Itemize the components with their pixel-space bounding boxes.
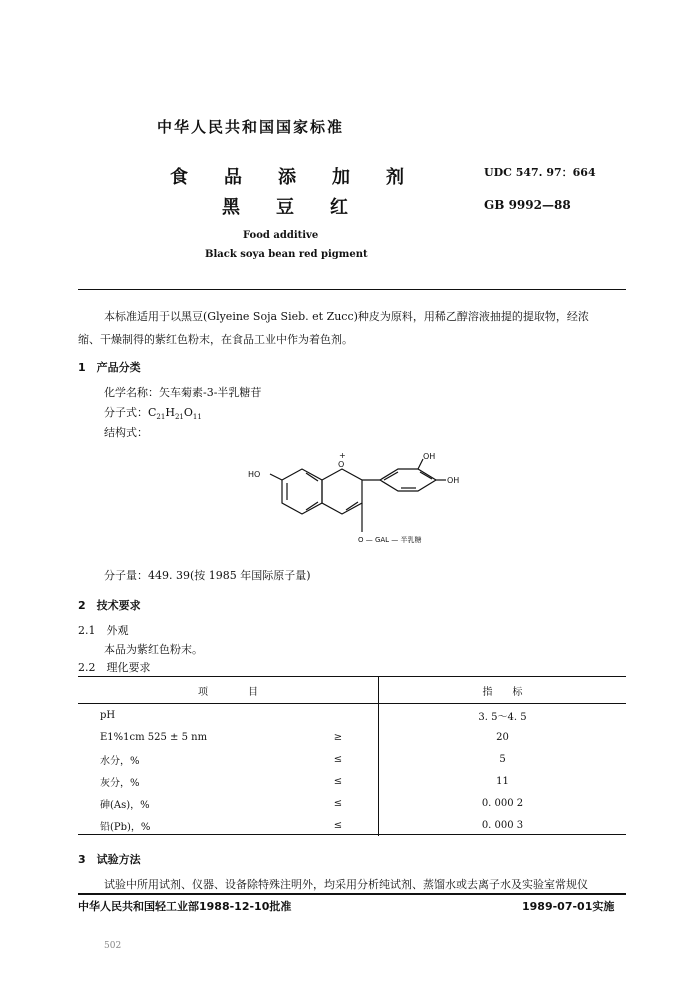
- row-relation: ≤: [333, 797, 343, 809]
- row-item: 水分，%: [100, 755, 140, 767]
- benzene-ring-left: [282, 469, 322, 514]
- formula-o: O: [183, 406, 193, 419]
- substituent-label: O — GAL — 半乳糖: [358, 536, 422, 544]
- section2-2-heading: 2.2 理化要求: [78, 661, 151, 674]
- formula-c-sub: 21: [156, 413, 166, 422]
- english-title-line1: Food additive: [243, 230, 319, 241]
- english-title-line2: Black soya bean red pigment: [205, 249, 368, 260]
- appearance-text: 本品为紫红色粉末。: [104, 643, 203, 656]
- row-relation: ≤: [333, 775, 343, 787]
- pyrylium-ring: [322, 469, 362, 514]
- row-value: 5: [379, 748, 627, 770]
- implementation-line: 1989-07-01实施: [522, 900, 615, 913]
- intro-line2: 缩、干燥制得的紫红色粉末，在食品工业中作为着色剂。: [78, 333, 353, 346]
- approval-line: 中华人民共和国轻工业部1988-12-10批准: [78, 900, 292, 913]
- title-food-additive: 食 品 添 加 剂: [170, 167, 404, 188]
- section3-text: 试验中所用试剂、仪器、设备除特殊注明外，均采用分析纯试剂、蒸馏水或去离子水及实验室常规仪: [104, 878, 588, 891]
- formula-o-sub: 11: [192, 413, 202, 422]
- row-item: 灰分，%: [100, 777, 140, 789]
- table-bottom-rule: [78, 834, 626, 835]
- row-value: 11: [379, 770, 627, 792]
- table-row: [78, 792, 626, 814]
- row-value: 3. 5～4. 5: [379, 704, 627, 727]
- oh-right-label: OH: [447, 476, 460, 485]
- header-rule: [78, 289, 626, 290]
- formula-h-sub: 21: [174, 413, 184, 422]
- section3-heading: 3 试验方法: [78, 853, 141, 866]
- row-item: 砷(As)，%: [100, 799, 150, 811]
- chemical-name: 化学名称：矢车菊素-3-半乳糖苷: [104, 386, 262, 399]
- row-value: 20: [379, 726, 627, 748]
- title-black-bean-red: 黑 豆 红: [222, 197, 348, 218]
- row-relation: ≤: [333, 753, 343, 765]
- oh-top-label: OH: [423, 452, 436, 461]
- specification-table: [78, 677, 626, 836]
- table-row: [78, 726, 626, 748]
- section2-heading: 2 技术要求: [78, 599, 141, 612]
- row-value: 0. 000 3: [379, 814, 627, 836]
- molecular-weight: 分子量：449. 39(按 1985 年国际原子量): [104, 569, 311, 582]
- header-value: 指 标: [379, 677, 627, 704]
- formula-prefix: 分子式：: [104, 406, 148, 419]
- table-row: [78, 814, 626, 836]
- row-item: 铅(Pb)，%: [100, 821, 151, 833]
- row-relation: [298, 704, 379, 727]
- intro-line1: 本标准适用于以黑豆(Glyeine Soja Sieb. et Zucc)种皮为原料，用稀乙醇溶液抽提的提取物，经浓: [104, 310, 589, 323]
- formula-h: H: [165, 406, 175, 419]
- row-relation: ≤: [333, 819, 343, 831]
- header-item: 项 目: [78, 677, 379, 704]
- o-plus-label: +: [339, 451, 346, 460]
- row-relation: ≥: [333, 731, 343, 743]
- table-header-row: [78, 677, 626, 704]
- udc-code: UDC 547. 97：664: [484, 166, 596, 179]
- molecular-formula: [104, 404, 202, 421]
- row-item: pH: [100, 709, 116, 721]
- structural-formula: [240, 450, 480, 550]
- ho-left-label: HO: [248, 470, 261, 479]
- page-number: 502: [104, 941, 122, 951]
- footer-rule: [78, 893, 626, 895]
- row-value: 0. 000 2: [379, 792, 627, 814]
- table-row: [78, 704, 626, 727]
- structure-label: 结构式：: [104, 426, 148, 439]
- gb-code: GB 9992—88: [484, 198, 571, 212]
- o-ring-label: O: [338, 460, 345, 469]
- row-item: E1%1cm 525 ± 5 nm: [100, 731, 208, 743]
- table-row: [78, 748, 626, 770]
- section2-1-heading: 2.1 外观: [78, 624, 129, 637]
- table-row: [78, 770, 626, 792]
- national-standard-title: 中华人民共和国国家标准: [157, 118, 345, 136]
- section1-heading: 1 产品分类: [78, 361, 141, 374]
- formula-c: C: [148, 406, 157, 419]
